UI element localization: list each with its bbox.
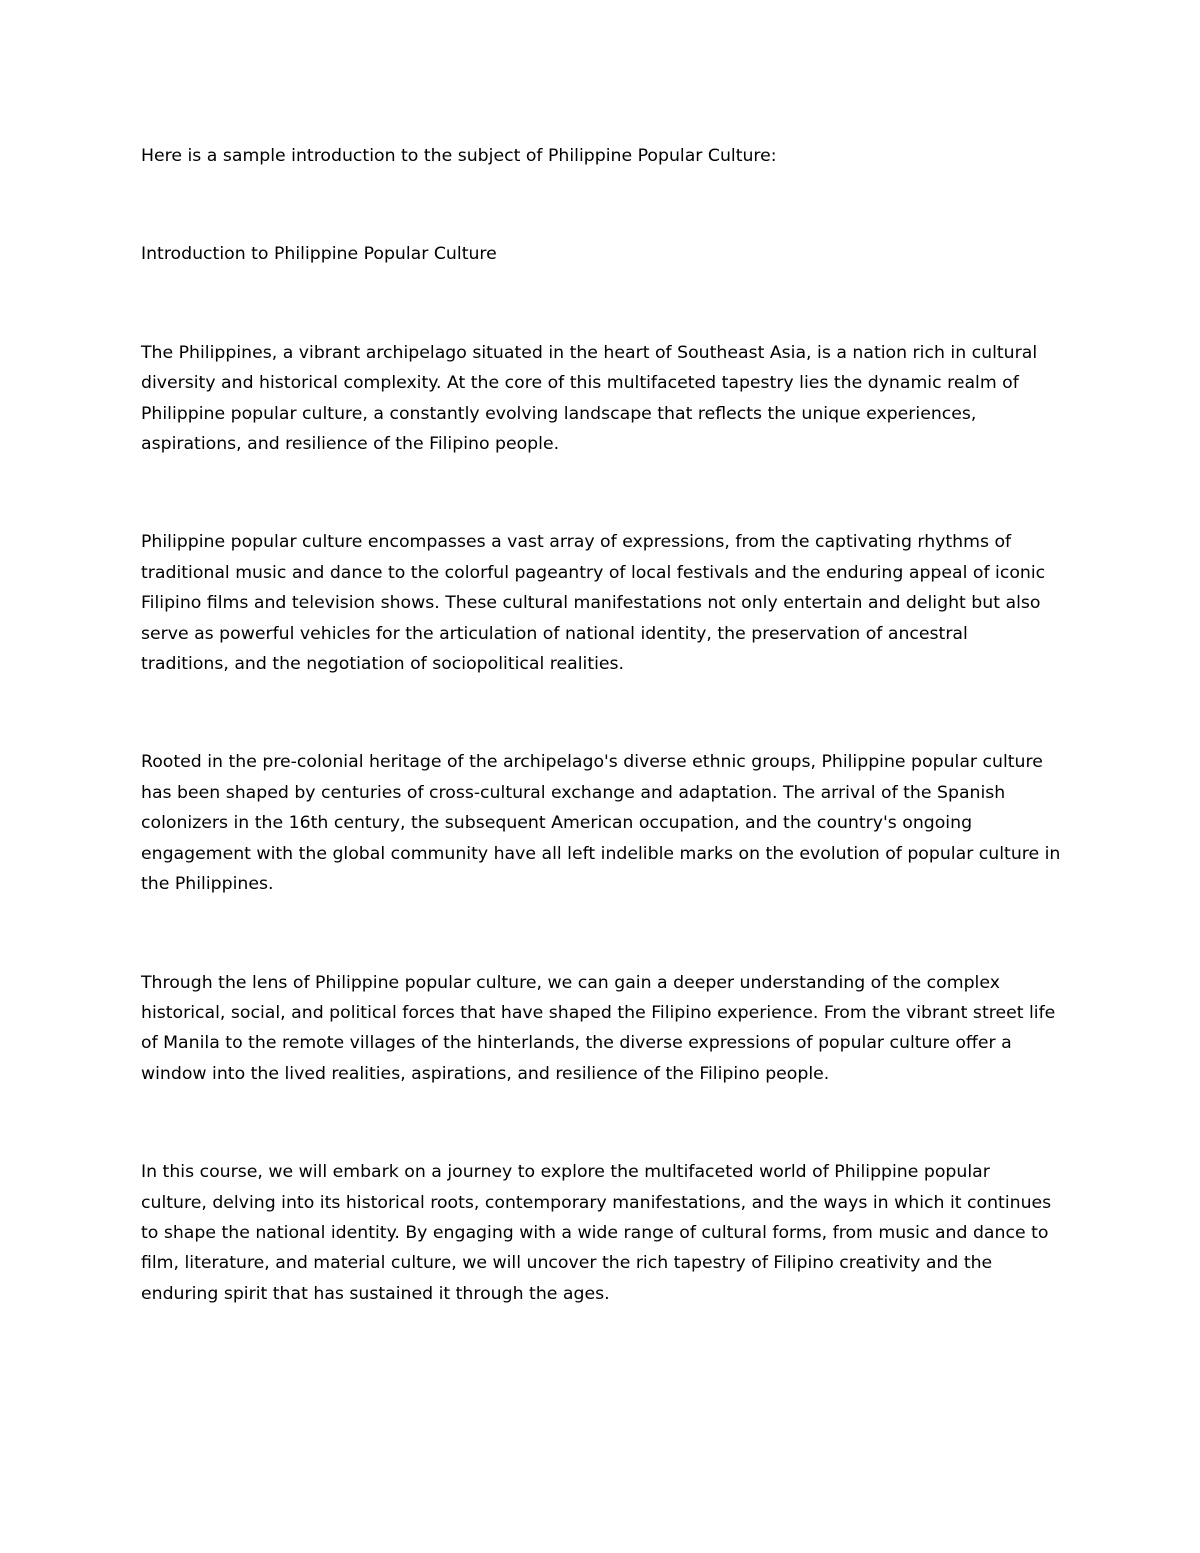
document-title: Introduction to Philippine Popular Culture	[141, 244, 497, 265]
document-body	[141, 141, 1061, 1377]
paragraph-3: Rooted in the pre-colonial heritage of the archipelago's diverse ethnic groups, Philippine popular culture has been shaped by centuries of cross-cultural exchange and adaptation. The arrival of the Spanish colonizers in the 16th century, the subsequent American occupation, and the country's ongoing engagement with the global community have all left indelible marks on the evolution of popular culture in the Philippines.	[141, 752, 1061, 895]
intro-line: Here is a sample introduction to the subject of Philippine Popular Culture:	[141, 146, 777, 166]
paragraph-4: Through the lens of Philippine popular culture, we can gain a deeper understanding of the complex historical, social, and political forces that have shaped the Filipino experience. From the vibrant street life of Manila to the remote villages of the hinterlands, the diverse expressions of popular culture offer a window into the lived realities, aspirations, and resilience of the Filipino people.	[141, 972, 1056, 1084]
paragraph-2: Philippine popular culture encompasses a vast array of expressions, from the captivating rhythms of traditional music and dance to the colorful pageantry of local festivals and the enduring appeal of iconic Filipino films and television shows. These cultural manifestations not only entertain and delight but also serve as powerful vehicles for the articulation of national identity, the preservation of ancestral traditions, and the negotiation of sociopolitical realities.	[141, 532, 1046, 675]
paragraph-5: In this course, we will embark on a journey to explore the multifaceted world of Philippine popular culture, delving into its historical roots, contemporary manifestations, and the ways in which it continues to shape the national identity. By engaging with a wide range of cultural forms, from music and dance to film, literature, and material culture, we will uncover the rich tapestry of Filipino creativity and the enduring spirit that has sustained it through the ages.	[141, 1162, 1052, 1304]
paragraph-1: The Philippines, a vibrant archipelago situated in the heart of Southeast Asia, is a nation rich in cultural diversity and historical complexity. At the core of this multifaceted tapestry lies the dynamic realm of Philippine popular culture, a constantly evolving landscape that reflects the unique experiences, aspirations, and resilience of the Filipino people.	[141, 342, 1038, 455]
